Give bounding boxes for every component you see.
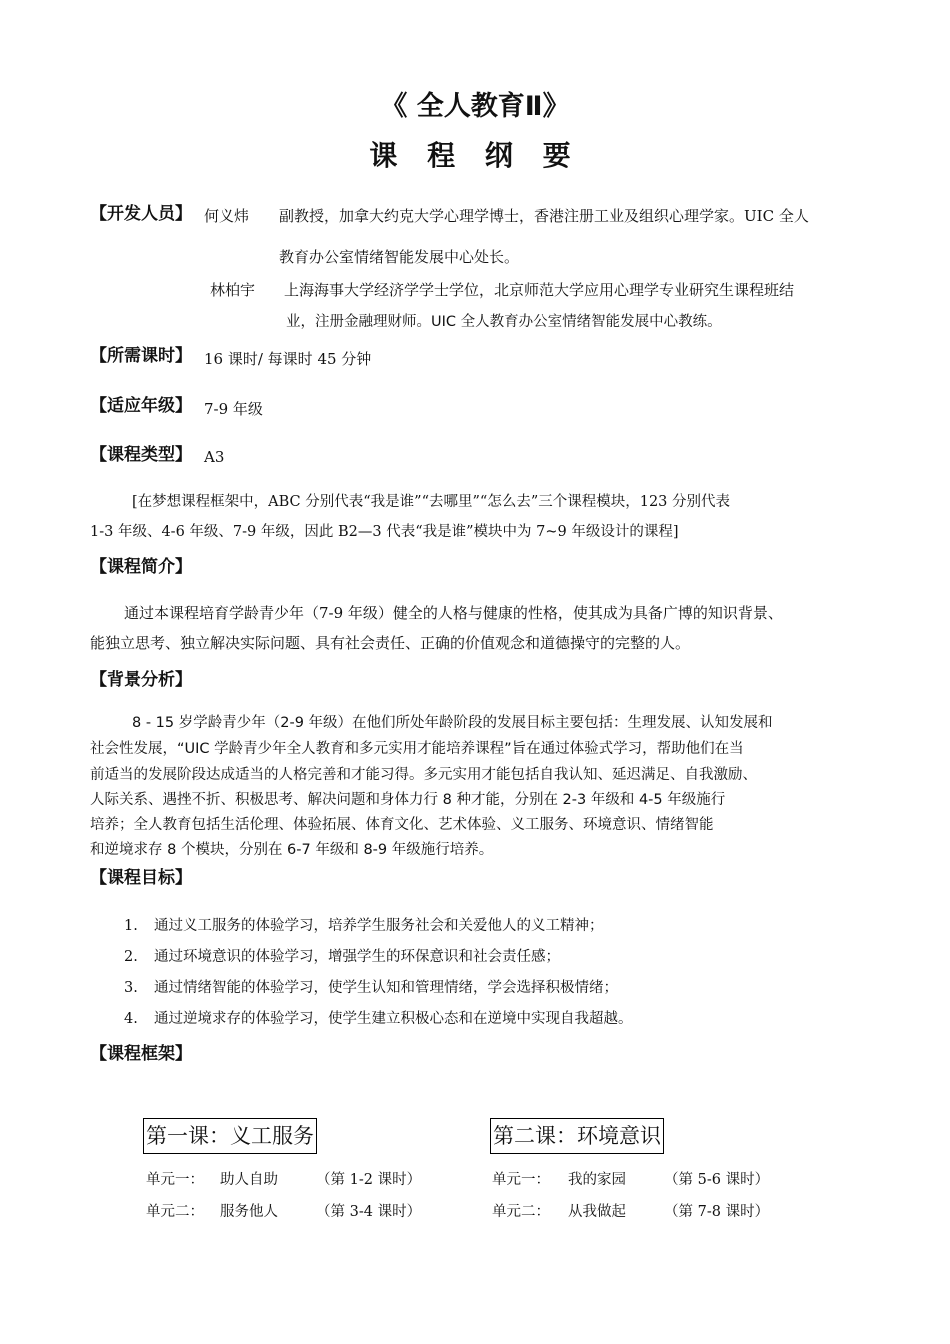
unit-label: 单元二：: [492, 1204, 550, 1220]
unit-label: 单元一：: [146, 1172, 204, 1188]
lesson-2-unit-1: [492, 1168, 769, 1189]
lesson-1-title: 第一课：义工服务: [143, 1118, 317, 1154]
background-line2: 社会性发展，“UIC 学龄青少年全人教育和多元实用才能培养课程”旨在通过体验式学习，帮助他们在当: [90, 741, 744, 757]
developer-desc-1-line1: 副教授，加拿大约克大学心理学博士，香港注册工业及组织心理学家。UIC 全人: [279, 207, 809, 225]
type-value: A3: [204, 448, 225, 466]
goal-number: 1.: [124, 918, 138, 934]
intro-heading: 【课程简介】: [90, 557, 192, 577]
goal-item-2: [124, 945, 560, 966]
unit-label: 单元一：: [492, 1172, 550, 1188]
background-line5: 培养；全人教育包括生活伦理、体验拓展、体育文化、艺术体验、义工服务、环境意识、情绪智能: [90, 817, 714, 833]
unit-label: 单元二：: [146, 1204, 204, 1220]
background-line3: 前适当的发展阶段达成适当的人格完善和才能习得。多元实用才能包括自我认知、延迟满足、自我激励、: [90, 767, 757, 783]
developers-heading: 【开发人员】: [90, 204, 192, 224]
developer-desc-1-line2: 教育办公室情绪智能发展中心处长。: [279, 248, 520, 266]
lesson-2-title: 第二课：环境意识: [490, 1118, 664, 1154]
unit-name: 我的家园: [568, 1172, 626, 1188]
hours-heading: 【所需课时】: [90, 346, 192, 366]
developer-desc-2-line2: 业，注册金融理财师。UIC 全人教育办公室情绪智能发展中心教练。: [286, 314, 722, 330]
background-line4: 人际关系、遇挫不折、积极思考、解决问题和身体力行 8 种才能，分别在 2-3 年级和 4-5 年级施行: [90, 792, 726, 808]
unit-hours: （第 3-4 课时）: [316, 1204, 422, 1220]
unit-name: 助人自助: [220, 1172, 278, 1188]
intro-line2: 能独立思考、独立解决实际问题、具有社会责任、正确的价值观念和道德操守的完整的人。: [90, 634, 691, 652]
intro-line1: 通过本课程培育学龄青少年（7-9 年级）健全的人格与健康的性格，使其成为具备广博的知识背景、: [124, 604, 783, 622]
document-subtitle: 课 程 纲 要: [369, 139, 581, 172]
goal-number: 3.: [124, 980, 138, 996]
type-heading: 【课程类型】: [90, 445, 192, 465]
developer-name-2: 林柏宇: [210, 281, 256, 299]
hours-value: 16 课时/ 每课时 45 分钟: [204, 350, 372, 368]
goal-text: 通过逆境求存的体验学习，使学生建立积极心态和在逆境中实现自我超越。: [154, 1011, 633, 1027]
lesson-2-unit-2: [492, 1200, 769, 1221]
unit-hours: （第 7-8 课时）: [664, 1204, 770, 1220]
grade-heading: 【适应年级】: [90, 396, 192, 416]
unit-hours: （第 1-2 课时）: [316, 1172, 422, 1188]
grade-value: 7-9 年级: [204, 400, 263, 418]
developer-desc-2-line1: 上海海事大学经济学学士学位，北京师范大学应用心理学专业研究生课程班结: [284, 281, 795, 299]
goals-heading: 【课程目标】: [90, 868, 192, 888]
document-title: 《 全人教育Ⅱ》: [380, 91, 570, 122]
developer-name-1: 何义炜: [204, 207, 250, 225]
goal-item-1: [124, 914, 604, 935]
goal-text: 通过义工服务的体验学习，培养学生服务社会和关爱他人的义工精神；: [154, 918, 604, 934]
goal-number: 2.: [124, 949, 138, 965]
goal-number: 4.: [124, 1011, 138, 1027]
background-heading: 【背景分析】: [90, 670, 192, 690]
goal-text: 通过情绪智能的体验学习，使学生认知和管理情绪，学会选择积极情绪；: [154, 980, 618, 996]
unit-hours: （第 5-6 课时）: [664, 1172, 770, 1188]
goal-item-4: [124, 1007, 633, 1028]
unit-name: 服务他人: [220, 1204, 278, 1220]
goal-text: 通过环境意识的体验学习，增强学生的环保意识和社会责任感；: [154, 949, 560, 965]
framework-heading: 【课程框架】: [90, 1044, 192, 1064]
background-line6: 和逆境求存 8 个模块，分别在 6-7 年级和 8-9 年级施行培养。: [90, 842, 494, 858]
unit-name: 从我做起: [568, 1204, 626, 1220]
lesson-1-unit-2: [146, 1200, 421, 1221]
type-note-line1: [在梦想课程框架中，ABC 分别代表“我是谁”“去哪里”“怎么去”三个课程模块，123 分别代表: [132, 494, 731, 510]
lesson-1-unit-1: [146, 1168, 421, 1189]
type-note-line2: 1-3 年级、4-6 年级、7-9 年级，因此 B2—3 代表“我是谁”模块中为 7~9 年级设计的课程]: [90, 524, 679, 540]
background-line1: 8 - 15 岁学龄青少年（2-9 年级）在他们所处年龄阶段的发展目标主要包括：生理发展、认知发展和: [132, 715, 773, 731]
goal-item-3: [124, 976, 618, 997]
